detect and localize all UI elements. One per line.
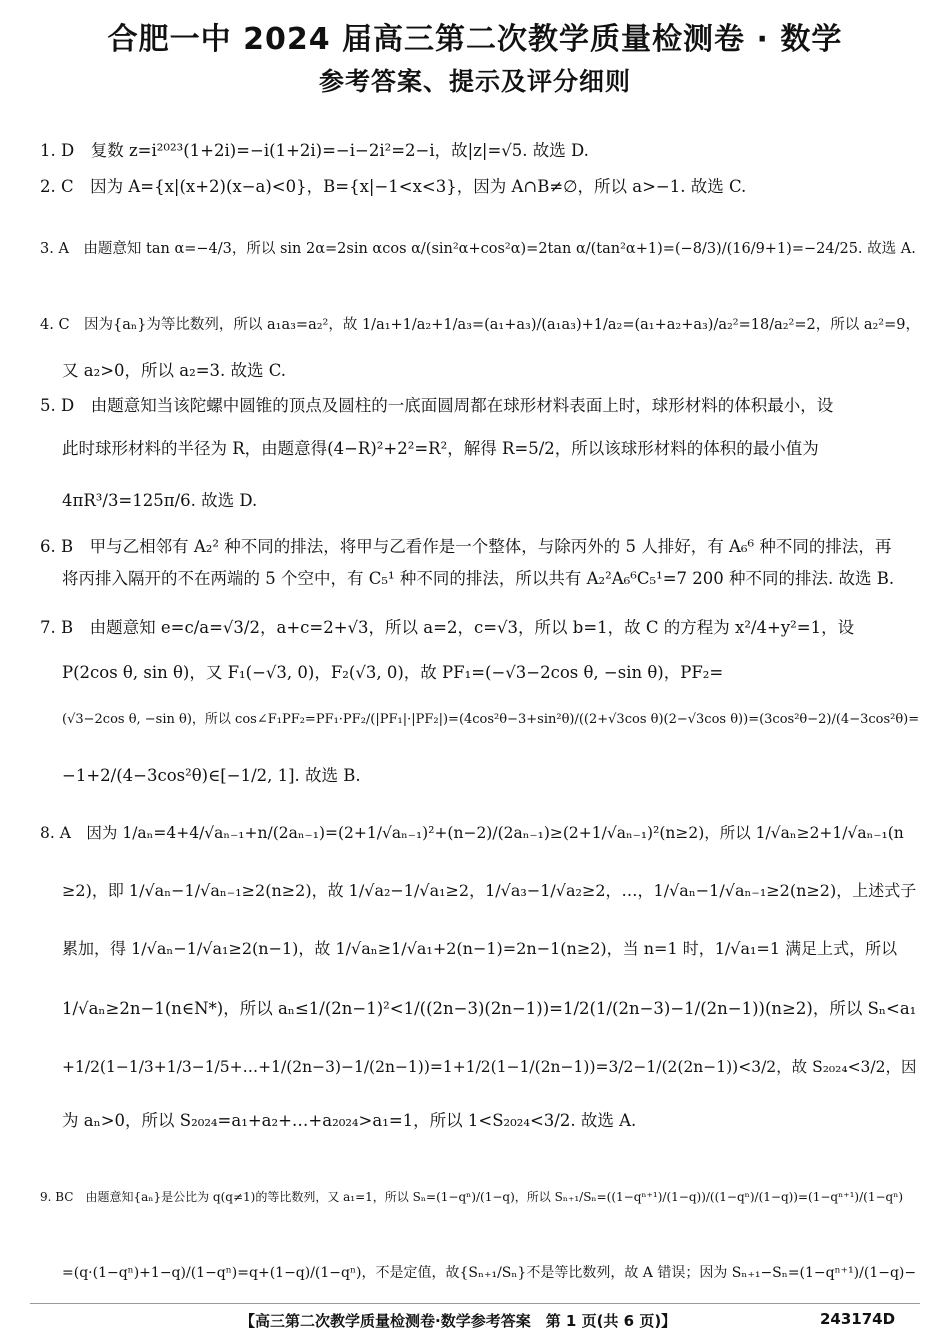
answer-line-q9b: =(q·(1−qⁿ)+1−q)/(1−qⁿ)=q+(1−q)/(1−qⁿ)，不是定值，故{Sₙ₊₁/Sₙ}不是等比数列，故 A 错误；因为 Sₙ₊₁−Sₙ=(1−qⁿ⁺¹)/(1−q)− <box>62 1265 917 1281</box>
footer-code: 243174D <box>820 1310 896 1328</box>
answer-line-q7c: (√3−2cos θ, −sin θ)，所以 cos∠F₁PF₂=PF₁·PF₂/(|PF₁|·|PF₂|)=(4cos²θ−3+sin²θ)/((2+√3cos θ)(2−√3cos θ))=(3cos²θ−2)/(4−3cos²θ)= <box>62 712 920 727</box>
answer-line-q4a: 4. C 因为{aₙ}为等比数列，所以 a₁a₃=a₂²，故 1/a₁+1/a₂+1/a₃=(a₁+a₃)/(a₁a₃)+1/a₂=(a₁+a₂+a₃)/a₂²=18/a₂²=2，所以 a₂²=9， <box>40 317 920 333</box>
answer-line-q8a: 8. A 因为 1/aₙ=4+4/√aₙ₋₁+n/(2aₙ₋₁)=(2+1/√aₙ₋₁)²+(n−2)/(2aₙ₋₁)≥(2+1/√aₙ₋₁)²(n≥2)，所以 1/√aₙ≥2+1/√aₙ₋₁(n <box>40 824 904 842</box>
answer-line-q4b: 又 a₂>0，所以 a₂=3. 故选 C. <box>62 361 287 380</box>
answer-line-q5c: 4πR³/3=125π/6. 故选 D. <box>62 491 258 510</box>
answer-line-q8d: 1/√aₙ≥2n−1(n∈N*)，所以 aₙ≤1/(2n−1)²<1/((2n−3)(2n−1))=1/2(1/(2n−3)−1/(2n−1))(n≥2)，所以 Sₙ<a₁ <box>62 999 917 1018</box>
answer-line-q9a: 9. BC 由题意知{aₙ}是公比为 q(q≠1)的等比数列，又 a₁=1，所以 Sₙ=(1−qⁿ)/(1−q)，所以 Sₙ₊₁/Sₙ=((1−qⁿ⁺¹)/(1−q))/((1−qⁿ)/(1−q))=(1−qⁿ⁺¹)/(1−qⁿ) <box>40 1190 904 1204</box>
answer-line-q7b: P(2cos θ, sin θ)，又 F₁(−√3, 0)，F₂(√3, 0)，故 PF₁=(−√3−2cos θ, −sin θ)，PF₂= <box>62 663 724 682</box>
footer-divider <box>30 1303 920 1304</box>
answer-line-q8b: ≥2)，即 1/√aₙ−1/√aₙ₋₁≥2(n≥2)，故 1/√a₂−1/√a₁≥2，1/√a₃−1/√a₂≥2，…，1/√aₙ−1/√aₙ₋₁≥2(n≥2)，上述式子 <box>62 881 917 900</box>
answer-line-q5a: 5. D 由题意知当该陀螺中圆锥的顶点及圆柱的一底面圆周都在球形材料表面上时，球形材料的体积最小，设 <box>40 396 834 415</box>
page-title: 合肥一中 2024 届高三第二次教学质量检测卷 · 数学 <box>107 22 843 57</box>
answer-line-q5b: 此时球形材料的半径为 R，由题意得(4−R)²+2²=R²，解得 R=5/2，所以该球形材料的体积的最小值为 <box>62 439 819 458</box>
answer-line-q8e: +1/2(1−1/3+1/3−1/5+…+1/(2n−3)−1/(2n−1))=1+1/2(1−1/(2n−1))=3/2−1/(2(2n−1))<3/2，故 S₂₀₂₄<3/2，因 <box>62 1058 917 1076</box>
page-subtitle: 参考答案、提示及评分细则 <box>318 67 631 96</box>
answer-line-q3: 3. A 由题意知 tan α=−4/3，所以 sin 2α=2sin αcos α/(sin²α+cos²α)=2tan α/(tan²α+1)=(−8/3)/(16/9+1)=−24/25. 故选 A. <box>40 241 916 257</box>
answer-line-q2: 2. C 因为 A={x|(x+2)(x−a)<0}，B={x|−1<x<3}，因为 A∩B≠∅，所以 a>−1. 故选 C. <box>40 177 747 196</box>
answer-line-q7a: 7. B 由题意知 e=c/a=√3/2，a+c=2+√3，所以 a=2，c=√3，所以 b=1，故 C 的方程为 x²/4+y²=1，设 <box>40 618 855 637</box>
footer-text: 【高三第二次教学质量检测卷·数学参考答案 第 1 页(共 6 页)】 <box>240 1312 677 1330</box>
answer-line-q6b: 将丙排入隔开的不在两端的 5 个空中，有 C₅¹ 种不同的排法，所以共有 A₂²A₆⁶C₅¹=7 200 种不同的排法. 故选 B. <box>62 569 895 588</box>
answer-line-q7d: −1+2/(4−3cos²θ)∈[−1/2, 1]. 故选 B. <box>62 766 361 785</box>
answer-line-q6a: 6. B 甲与乙相邻有 A₂² 种不同的排法，将甲与乙看作是一个整体，与除丙外的 5 人排好，有 A₆⁶ 种不同的排法，再 <box>40 537 892 556</box>
answer-line-q1: 1. D 复数 z=i²⁰²³(1+2i)=−i(1+2i)=−i−2i²=2−i，故|z|=√5. 故选 D. <box>40 141 589 160</box>
answer-line-q8f: 为 aₙ>0，所以 S₂₀₂₄=a₁+a₂+…+a₂₀₂₄>a₁=1，所以 1<S₂₀₂₄<3/2. 故选 A. <box>62 1111 637 1130</box>
answer-line-q8c: 累加，得 1/√aₙ−1/√a₁≥2(n−1)，故 1/√aₙ≥1/√a₁+2(n−1)=2n−1(n≥2)，当 n=1 时，1/√a₁=1 满足上式，所以 <box>62 939 898 958</box>
